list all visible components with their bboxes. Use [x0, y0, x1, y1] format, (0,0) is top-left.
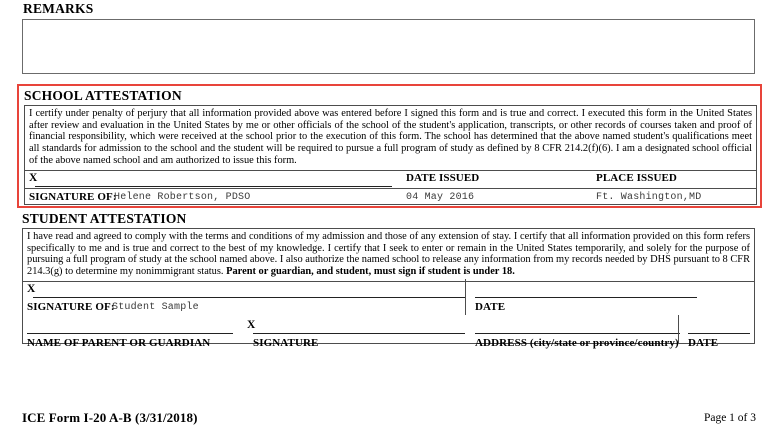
student-signature-of-label: SIGNATURE OF: — [27, 301, 115, 313]
school-signature-of-label: SIGNATURE OF: — [29, 191, 117, 203]
address-rule — [475, 333, 680, 334]
parent-signature-x-mark: X — [247, 319, 256, 331]
school-signature-rule — [35, 186, 392, 187]
date-issued-value[interactable]: 04 May 2016 — [406, 192, 475, 203]
school-attestation-paragraph: I certify under penalty of perjury that all information provided above was entered before I signed this form and is true and correct. I executed this form in the United States after review and evaluation in the United States by me or other officials of the school of the student's application, transcripts, or other records of courses taken and proof of financial responsibility, which were received at the school prior to the execution of this form. The school has determined that the above named student's qualifications meet all standards for admission to the school and the student will be required to pursue a full program of study as defined by 8 CFR 214.2(f)(6). I am a designated school official of the above named school and am authorized to issue this form. — [29, 108, 752, 166]
school-attestation-highlight-box — [17, 84, 762, 208]
place-issued-value[interactable]: Ft. Washington,MD — [596, 192, 702, 203]
school-attestation-body — [24, 105, 757, 205]
student-signature-value[interactable]: Student Sample — [112, 302, 199, 313]
student-column-divider — [465, 279, 466, 315]
remarks-value — [23, 20, 754, 26]
school-signature-values-row — [25, 188, 756, 207]
student-signature-x-mark: X — [27, 283, 36, 295]
date-issued-label: DATE ISSUED — [406, 172, 480, 184]
student-date-rule — [475, 297, 697, 298]
parent-signature-line-row — [23, 318, 754, 335]
student-signature-rule — [33, 297, 465, 298]
address-label: ADDRESS (city/state or province/country) — [475, 337, 679, 349]
student-attestation-body — [22, 228, 755, 349]
student-attestation-paragraph-text: I have read and agreed to comply with the terms and conditions of my admission and those of any extension of stay. I certify that all information provided on this form refers specifically to me and is true and correct to the best of my knowledge. I certify that I seek to enter or remain in the United States temporarily, and solely for the purpose of pursuing a full program of study at the school named above. I also authorize the named school to release any information from my records needed by DHS pursuant to 8 CFR 214.3(g) to determine my nonimmigrant status. — [27, 231, 750, 278]
school-attestation-title: SCHOOL ATTESTATION — [24, 88, 182, 103]
parent-labels-row — [23, 335, 754, 354]
student-attestation-paragraph — [23, 229, 754, 281]
school-signature-value[interactable]: Helene Robertson, PDSO — [114, 192, 251, 203]
student-attestation-paragraph-bold: Parent or guardian, and student, must sign if student is under 18. — [226, 266, 515, 278]
student-attestation-title: STUDENT ATTESTATION — [22, 211, 187, 226]
student-date-label: DATE — [475, 301, 506, 313]
form-identifier: ICE Form I-20 A-B (3/31/2018) — [22, 410, 198, 425]
school-signature-x-mark: X — [29, 172, 38, 184]
parent-date-column-divider — [678, 315, 679, 344]
page-number: Page 1 of 3 — [703, 412, 756, 424]
parent-signature-label: SIGNATURE — [253, 337, 319, 349]
remarks-section-title: REMARKS — [23, 1, 94, 16]
student-signature-values-row — [23, 299, 754, 318]
school-signature-line-row — [25, 170, 756, 188]
remarks-input-box[interactable] — [22, 19, 755, 74]
parent-signature-rule — [253, 333, 465, 334]
student-signature-line-row — [23, 281, 754, 299]
parent-date-label: DATE — [688, 337, 719, 349]
parent-date-rule — [688, 333, 750, 334]
parent-name-label: NAME OF PARENT OR GUARDIAN — [27, 337, 211, 349]
parent-name-rule — [27, 333, 233, 334]
place-issued-label: PLACE ISSUED — [596, 172, 677, 184]
